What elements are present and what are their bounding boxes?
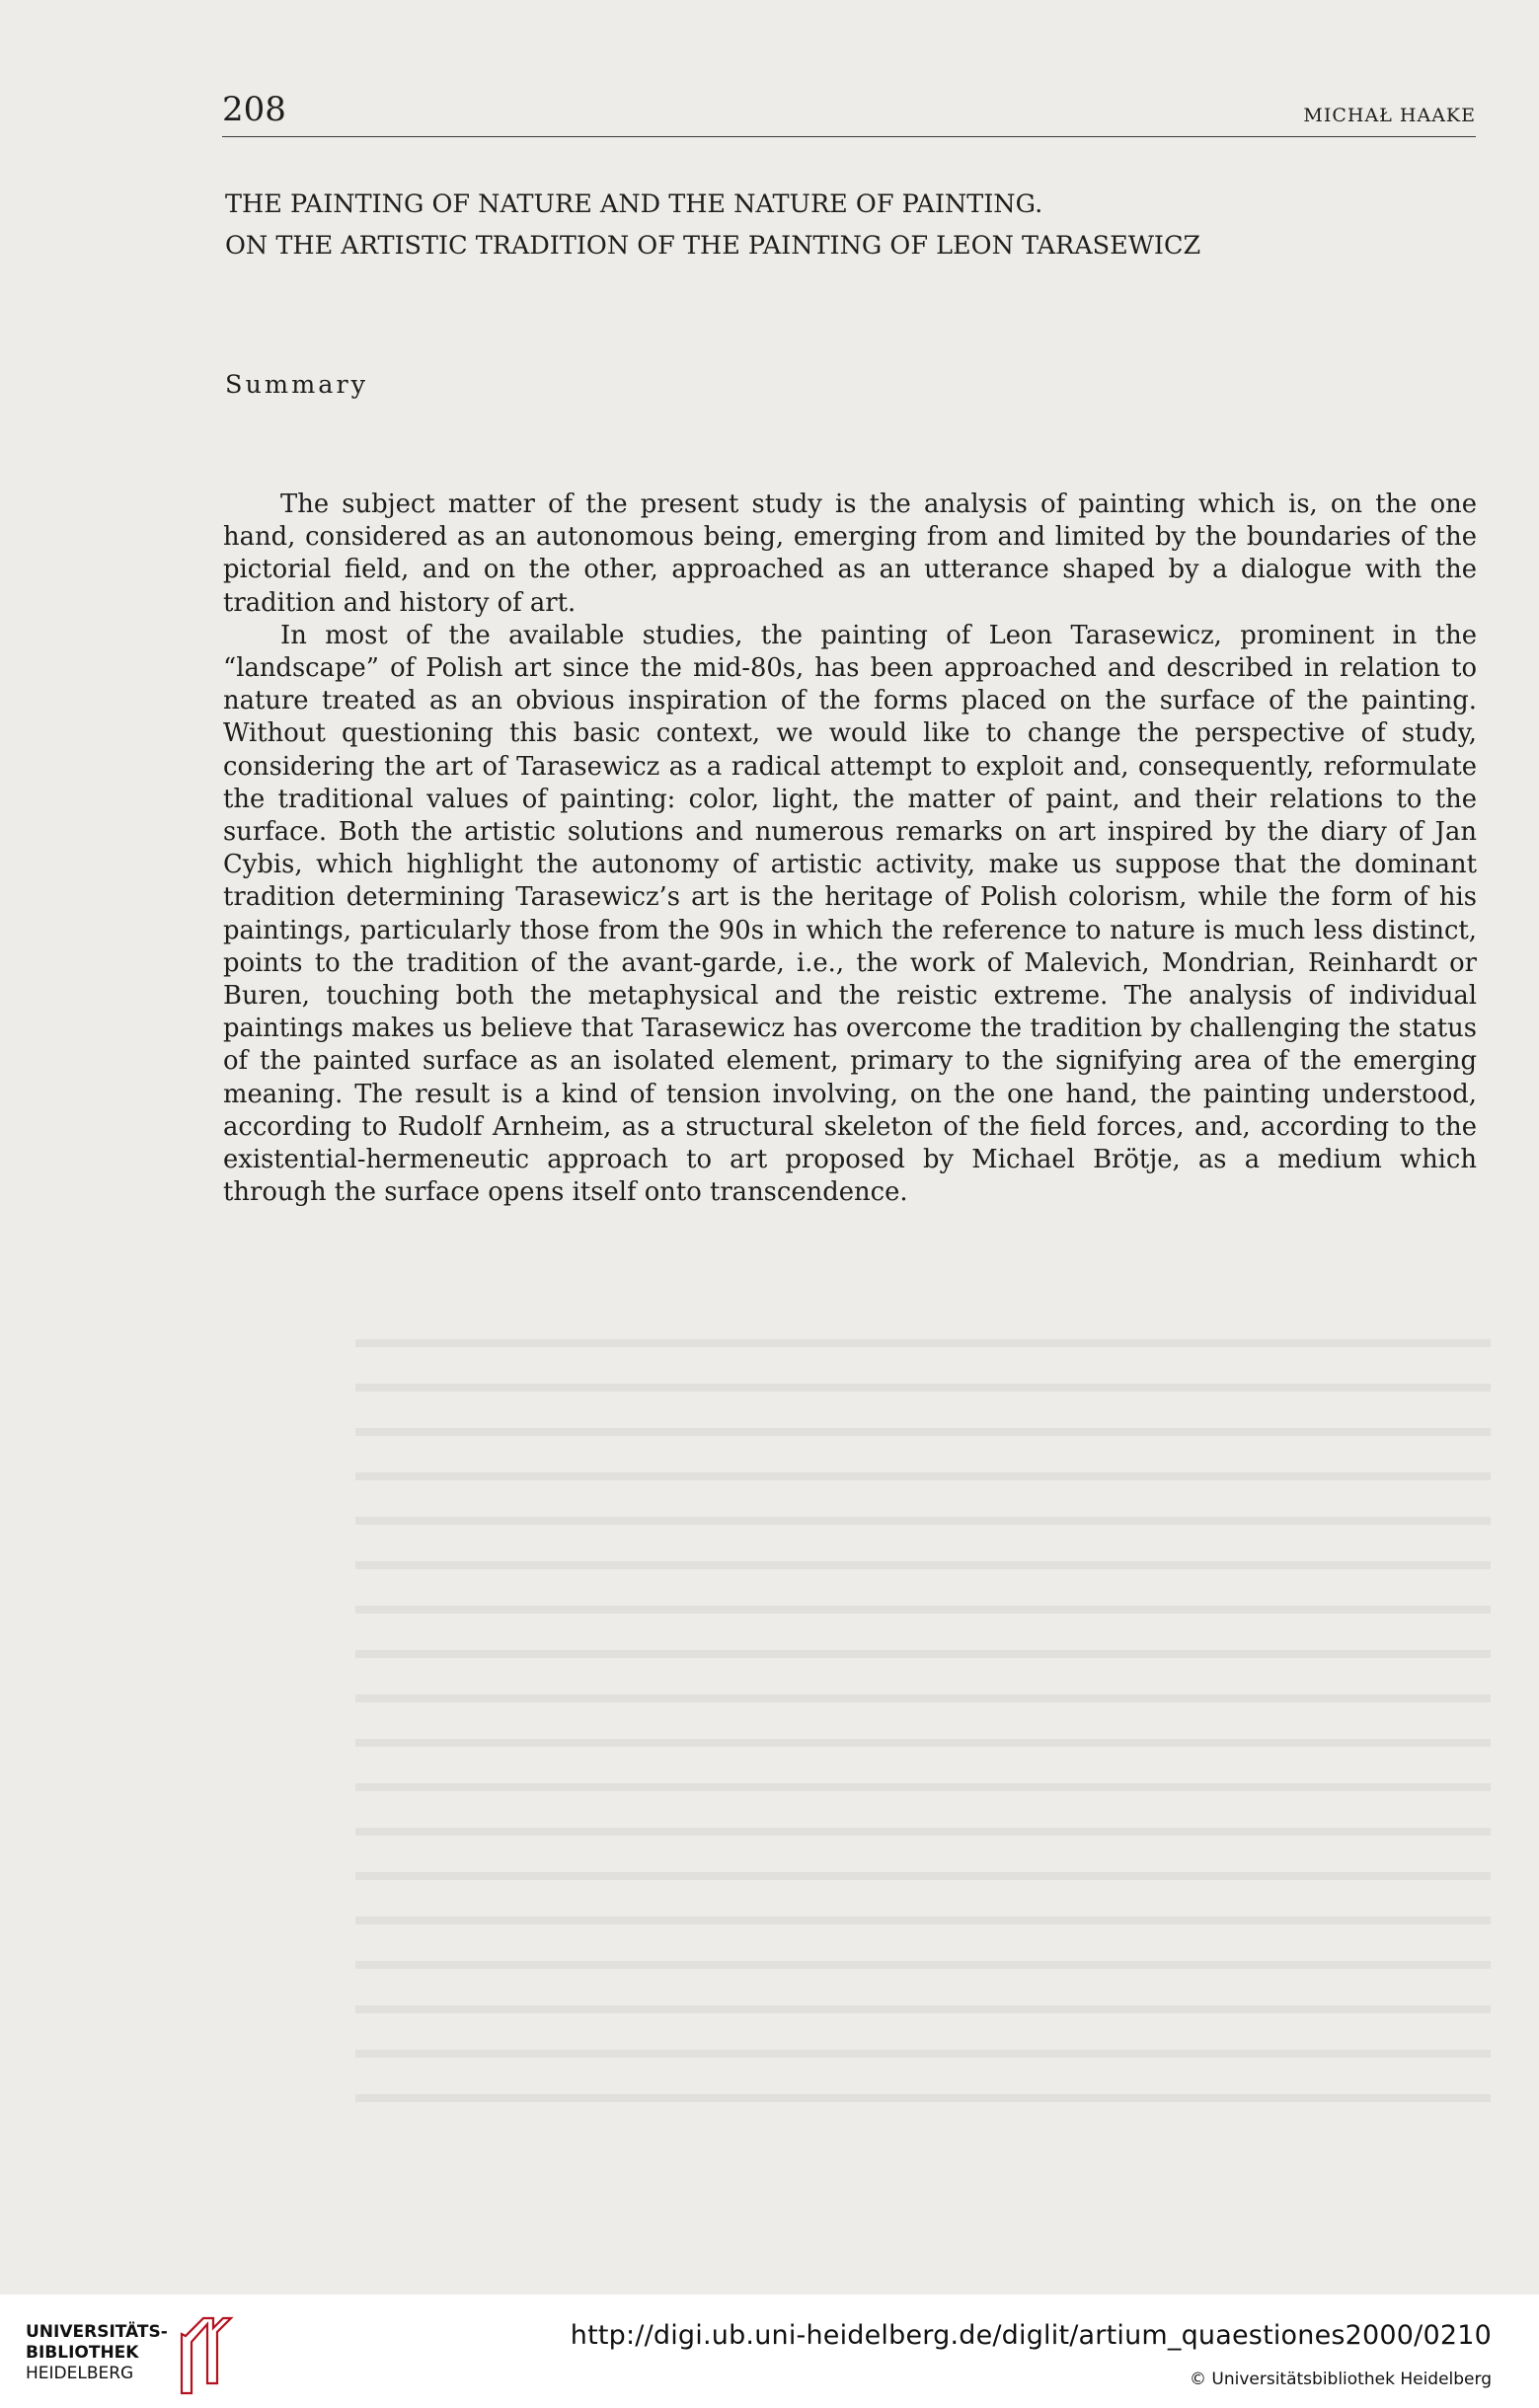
running-head-author: MICHAŁ HAAKE <box>1303 105 1476 126</box>
library-name-line-1: UNIVERSITÄTS- <box>26 2322 168 2342</box>
summary-body <box>223 489 1477 1209</box>
article-title-line-1: THE PAINTING OF NATURE AND THE NATURE OF PAINTING. <box>225 189 1043 219</box>
library-logo[interactable] <box>26 2322 243 2391</box>
library-name <box>26 2322 168 2384</box>
library-name-line-3: HEIDELBERG <box>26 2364 134 2383</box>
section-heading-summary: Summary <box>225 370 369 400</box>
library-emblem-icon <box>174 2314 235 2397</box>
summary-paragraph-2: In most of the available studies, the painting of Leon Tarasewicz, prominent in the “landscape” of Polish art since the mid-80s, has been approached and described in relation to nature treated as an obvious inspiration of the forms placed on the surface of the painting. Without questioning this basic context, we would like to change the perspective of study, considering the art of Tarasewicz as a radical attempt to exploit and, consequently, reformulate the traditional values of painting: color, light, the matter of paint, and their relations to the surface. Both the artistic solutions and numerous remarks on art inspired by the diary of Jan Cybis, which highlight the autonomy of artistic activity, make us suppose that the dominant tradition determining Tarasewicz’s art is the heritage of Polish colorism, while the form of his paintings, particularly those from the 90s in which the reference to nature is much less distinct, points to the tradition of the avant-garde, i.e., the work of Malevich, Mondrian, Reinhardt or Buren, touching both the metaphysical and the reistic extreme. The analysis of individual paintings makes us believe that Tarasewicz has overcome the tradition by challenging the status of the painted surface as an isolated element, primary to the signifying area of the emerging meaning. The result is a kind of tension involving, on the one hand, the painting understood, according to Rudolf Arnheim, as a structural skeleton of the field forces, and, according to the existential-hermeneutic approach to art proposed by Michael Brötje, as a medium which through the surface opens itself onto transcendence. <box>223 620 1477 1208</box>
digitization-footer <box>0 2295 1539 2408</box>
summary-paragraph-1: The subject matter of the present study is the analysis of painting which is, on the one hand, considered as an autonomous being, emerging from and limited by the boundaries of the pictorial field, and on the other, approached as an utterance shaped by a dialogue with the tradition and history of art. <box>223 489 1477 618</box>
page-number: 208 <box>222 90 286 129</box>
article-title <box>225 184 1479 266</box>
show-through-texture <box>355 1317 1491 2127</box>
copyright-notice: © Universitätsbibliothek Heidelberg <box>1189 2370 1492 2389</box>
library-name-line-2: BIBLIOTHEK <box>26 2343 139 2363</box>
document-url-link[interactable]: http://digi.ub.uni-heidelberg.de/diglit/artium_quaestiones2000/0210 <box>570 2320 1492 2351</box>
running-head <box>222 87 1476 137</box>
article-title-line-2: ON THE ARTISTIC TRADITION OF THE PAINTING OF LEON TARASEWICZ <box>225 231 1201 261</box>
